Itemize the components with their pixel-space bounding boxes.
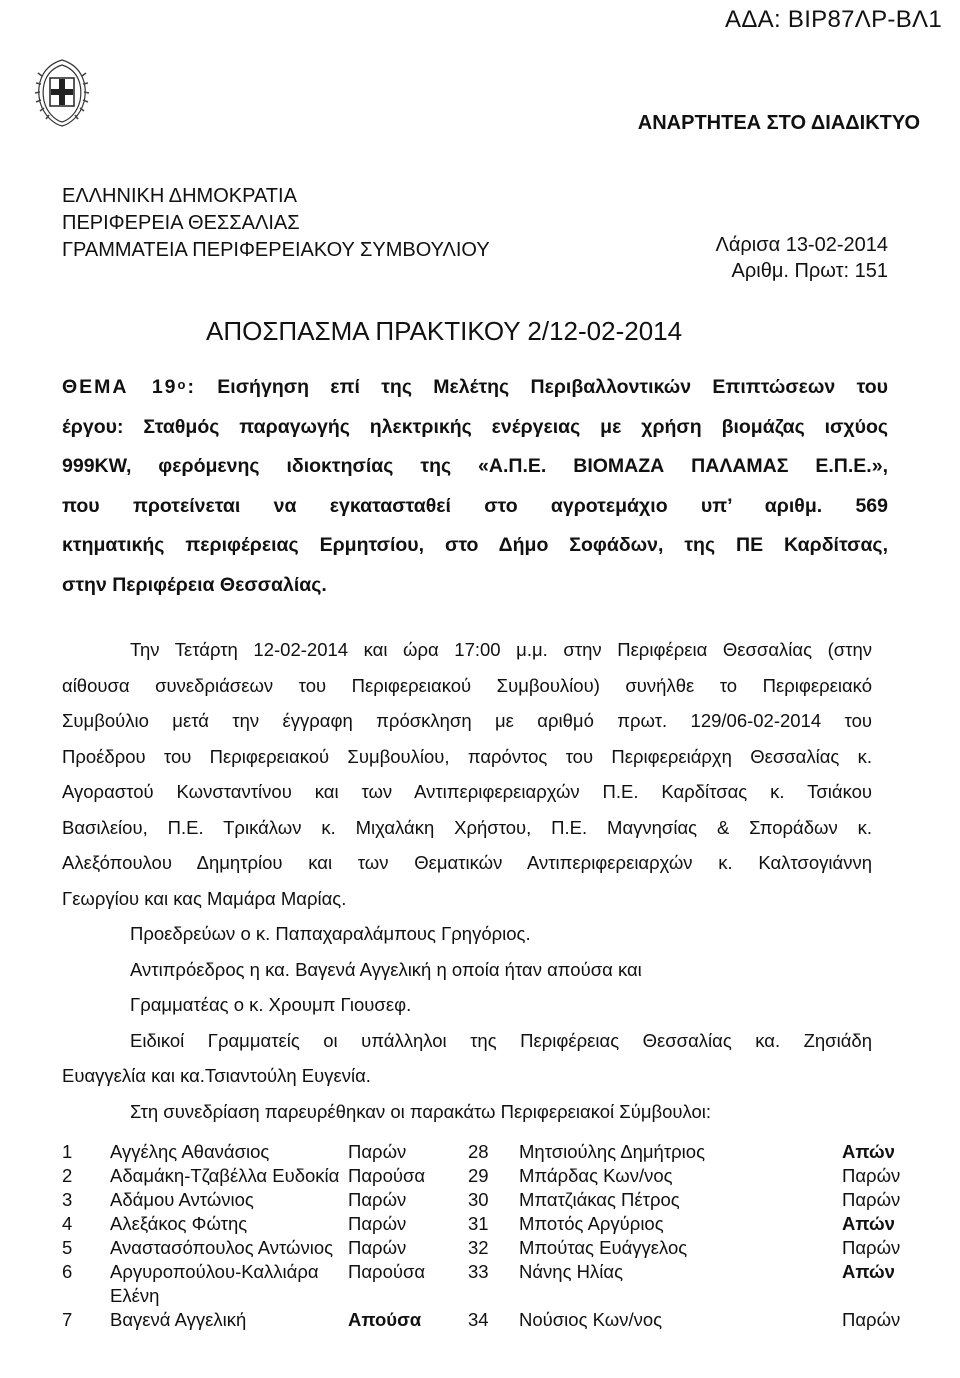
- subject-line-4: που προτείνεται να εγκατασταθεί στο αγροτεμάχιο υπ’ αριθμ. 569: [62, 494, 888, 517]
- member-status: Παρών: [348, 1213, 407, 1234]
- body-line: Αγοραστού Κωνσταντίνου και των Αντιπεριφερειαρχών Π.Ε. Καρδίτσας κ. Τσιάκου: [62, 781, 872, 802]
- member-name: Νάνης Ηλίας: [519, 1261, 623, 1282]
- body-line: Βασιλείου, Π.Ε. Τρικάλων κ. Μιχαλάκη Χρήστου, Π.Ε. Μαγνησίας & Σποράδων κ.: [62, 816, 872, 838]
- subject-block: [62, 368, 888, 605]
- member-number: 1: [62, 1141, 73, 1162]
- attendance-table: [62, 1140, 912, 1332]
- member-status: Παρών: [842, 1189, 901, 1210]
- member-number: 32: [468, 1237, 489, 1258]
- member-name: Αργυροπούλου-Καλλιάρα Ελένη: [110, 1261, 319, 1306]
- protocol-number: Αριθμ. Πρωτ: 151: [731, 260, 888, 282]
- member-number: 2: [62, 1165, 73, 1186]
- member-row: [62, 1236, 912, 1260]
- body-line: Την Τετάρτη 12-02-2014 και ώρα 17:00 μ.μ. στην Περιφέρεια Θεσσαλίας (στην: [130, 639, 872, 660]
- member-row: [62, 1212, 912, 1236]
- member-name: Αγγέλης Αθανάσιος: [110, 1141, 270, 1162]
- member-name: Μπούτας Ευάγγελος: [519, 1237, 688, 1258]
- member-name: Αλεξάκος Φώτης: [110, 1213, 248, 1234]
- member-name: Μητσιούλης Δημήτριος: [519, 1141, 705, 1162]
- organization-header: [62, 183, 490, 264]
- date-block: [715, 232, 888, 284]
- minutes-body: [62, 632, 872, 1129]
- ada-code: ΑΔΑ: ΒΙΡ87ΛΡ-ΒΛ1: [725, 6, 942, 33]
- member-name: Αναστασόπουλος Αντώνιος: [110, 1237, 334, 1258]
- member-number: 5: [62, 1237, 73, 1258]
- body-line: Γεωργίου και κας Μαμάρα Μαρίας.: [62, 887, 347, 909]
- member-number: 34: [468, 1309, 489, 1330]
- member-row: [62, 1308, 912, 1332]
- member-name: Αδαμάκη-Τζαβέλλα Ευδοκία: [110, 1165, 340, 1186]
- org-line-country: ΕΛΛΗΝΙΚΗ ΔΗΜΟΚΡΑΤΙΑ: [62, 185, 297, 207]
- body-line: Προέδρου του Περιφερειακού Συμβουλίου, παρόντος του Περιφερειάρχη Θεσσαλίας κ.: [62, 745, 872, 767]
- member-name: Αδάμου Αντώνιος: [110, 1189, 254, 1210]
- member-status: Παρών: [348, 1189, 407, 1210]
- member-number: 6: [62, 1261, 73, 1282]
- body-line: αίθουσα συνεδριάσεων του Περιφερειακού Συμβουλίου) συνήλθε το Περιφερειακό: [62, 674, 872, 696]
- member-row: [62, 1260, 912, 1308]
- greek-emblem-icon: [32, 56, 92, 130]
- special-secretaries-line-2: Ευαγγελία και κα.Τσιαντούλη Ευγενία.: [62, 1065, 371, 1086]
- member-status: Απών: [842, 1213, 895, 1234]
- member-number: 31: [468, 1213, 489, 1234]
- member-status: Παρών: [842, 1237, 901, 1258]
- member-status: Παρούσα: [348, 1261, 426, 1282]
- special-secretaries-line: Ειδικοί Γραμματείς οι υπάλληλοι της Περιφέρειας Θεσσαλίας κα. Ζησιάδη: [130, 1029, 872, 1051]
- subject-line-1: ΘΕΜΑ $19^o$: Εισήγηση επί της Μελέτης Περιβαλλοντικών Επιπτώσεων του: [62, 376, 888, 398]
- posted-online-label: ΑΝΑΡΤΗΤΕΑ ΣΤΟ ΔΙΑΔΙΚΤΥΟ: [637, 112, 920, 134]
- chairman-line: Προεδρεύων ο κ. Παπαχαραλάμπους Γρηγόριος.: [130, 923, 531, 944]
- member-status: Απούσα: [348, 1309, 422, 1330]
- theme-label: ΘΕΜΑ $19^o$:: [62, 376, 196, 398]
- member-name: Βαγενά Αγγελική: [110, 1309, 247, 1330]
- member-status: Απών: [842, 1261, 895, 1282]
- member-status: Παρούσα: [348, 1165, 426, 1186]
- member-status: Απών: [842, 1141, 895, 1162]
- member-number: 7: [62, 1309, 73, 1330]
- member-number: 28: [468, 1141, 489, 1162]
- member-number: 33: [468, 1261, 489, 1282]
- vice-chair-line: Αντιπρόεδρος η κα. Βαγενά Αγγελική η οποία ήταν απούσα και: [130, 958, 642, 980]
- member-number: 29: [468, 1165, 489, 1186]
- member-row: [62, 1164, 912, 1188]
- member-status: Παρών: [842, 1165, 901, 1186]
- org-line-secretariat: ΓΡΑΜΜΑΤΕΙΑ ΠΕΡΙΦΕΡΕΙΑΚΟΥ ΣΥΜΒΟΥΛΙΟΥ: [62, 239, 490, 261]
- member-name: Μποτός Αργύριος: [519, 1213, 664, 1234]
- member-name: Μπάρδας Κων/νος: [519, 1165, 673, 1186]
- member-row: [62, 1140, 912, 1164]
- member-status: Παρών: [348, 1237, 407, 1258]
- body-line: Αλεξόπουλου Δημητρίου και των Θεματικών Αντιπεριφερειαρχών κ. Καλτσογιάννη: [62, 852, 872, 873]
- member-number: 4: [62, 1213, 73, 1234]
- body-line: Συμβούλιο μετά την έγγραφη πρόσκληση με αριθμό πρωτ. 129/06-02-2014 του: [62, 710, 872, 731]
- subject-line-5: κτηματικής περιφέρειας Ερμητσίου, στο Δήμο Σοφάδων, της ΠΕ Καρδίτσας,: [62, 534, 888, 556]
- member-row: [62, 1188, 912, 1212]
- member-status: Παρών: [842, 1309, 901, 1330]
- member-status: Παρών: [348, 1141, 407, 1162]
- subject-line-3: 999KW, φερόμενης ιδιοκτησίας της «Α.Π.Ε. ΒΙΟΜΑΖΑ ΠΑΛΑΜΑΣ Ε.Π.Ε.»,: [62, 455, 888, 477]
- member-name: Μπατζιάκας Πέτρος: [519, 1189, 680, 1210]
- document-title: ΑΠΟΣΠΑΣΜΑ ΠΡΑΚΤΙΚΟΥ 2/12-02-2014: [206, 316, 683, 346]
- document-date: Λάρισα 13-02-2014: [715, 234, 888, 256]
- member-name: Νούσιος Κων/νος: [519, 1309, 663, 1330]
- subject-line-2: έργου: Σταθμός παραγωγής ηλεκτρικής ενέργειας με χρήση βιομάζας ισχύος: [62, 415, 888, 438]
- subject-line-6: στην Περιφέρεια Θεσσαλίας.: [62, 573, 327, 596]
- member-number: 30: [468, 1189, 489, 1210]
- attendance-intro: Στη συνεδρίαση παρευρέθηκαν οι παρακάτω Περιφερειακοί Σύμβουλοι:: [130, 1100, 712, 1122]
- member-number: 3: [62, 1189, 73, 1210]
- org-line-region: ΠΕΡΙΦΕΡΕΙΑ ΘΕΣΣΑΛΙΑΣ: [62, 212, 300, 234]
- secretary-line: Γραμματέας ο κ. Χρουμπ Γιουσεφ.: [130, 994, 412, 1015]
